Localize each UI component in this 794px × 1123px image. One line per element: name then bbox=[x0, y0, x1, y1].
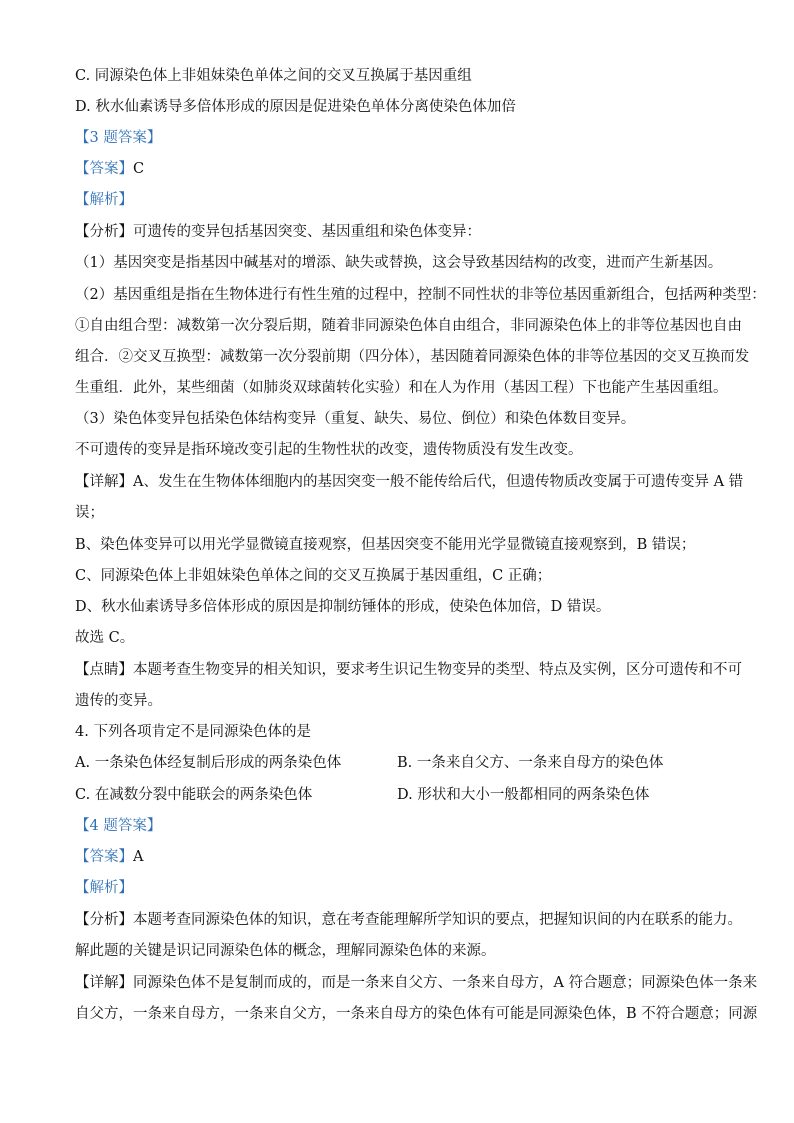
q3-detail-6: 故选 C。 bbox=[75, 630, 135, 646]
answer-value: C bbox=[133, 161, 145, 177]
q3-detail-3: B、染色体变异可以用光学显微镜直接观察，但基因突变不能用光学显微镜直接观察到，B 错误； bbox=[75, 537, 696, 553]
q3-para-4: 组合．②交叉互换型：减数第一次分裂前期（四分体），基因随着同源染色体的非等位基因的交叉互换而发 bbox=[75, 349, 750, 365]
answer-label: 【答案】 bbox=[75, 849, 133, 865]
q4-answer-line bbox=[75, 847, 735, 867]
q4-option-d: D. 形状和大小一般都相同的两条染色体 bbox=[397, 787, 650, 803]
q3-para-2: （2）基因重组是指在生物体进行有性生殖的过程中，控制不同性状的非等位基因重新组合，包括两种类型： bbox=[75, 287, 766, 303]
q4-option-a: A. 一条染色体经复制后形成的两条染色体 bbox=[75, 755, 342, 771]
q3-detail-1: 【详解】A、发生在生物体体细胞内的基因突变一般不能传给后代，但遗传物质改变属于可遗传变异 A 错 bbox=[75, 474, 744, 490]
q4-answer-tag: 【4 题答案】 bbox=[75, 818, 162, 834]
q4-detail-2: 自父方，一条来自母方，一条来自父方，一条来自母方的染色体有可能是同源染色体，B 不符合题意；同源 bbox=[75, 1006, 758, 1022]
q4-fenxi-1: 【分析】本题考查同源染色体的知识，意在考查能理解所学知识的要点，把握知识间的内在联系的能力。 bbox=[75, 912, 742, 928]
q3-detail-2: 误； bbox=[75, 505, 104, 521]
answer-label: 【答案】 bbox=[75, 161, 133, 177]
answer-value: A bbox=[133, 849, 144, 865]
q3-answer-line bbox=[75, 159, 735, 179]
q4-analysis-tag: 【解析】 bbox=[75, 880, 133, 896]
q4-stem: 4. 下列各项肯定不是同源染色体的是 bbox=[75, 724, 311, 740]
q3-detail-4: C、同源染色体上非姐妹染色单体之间的交叉互换属于基因重组，C 正确； bbox=[75, 568, 552, 584]
q3-para-1: （1）基因突变是指基因中碱基对的增添、缺失或替换，这会导致基因结构的改变，进而产生新基因。 bbox=[75, 255, 723, 271]
q3-option-c: C. 同源染色体上非姐妹染色单体之间的交叉互换属于基因重组 bbox=[75, 68, 472, 84]
q4-option-c: C. 在减数分裂中能联会的两条染色体 bbox=[75, 787, 313, 803]
q4-detail-1: 【详解】同源染色体不是复制而成的，而是一条来自父方、一条来自母方，A 符合题意；同源染色体一条来 bbox=[75, 975, 758, 991]
q3-answer-tag: 【3 题答案】 bbox=[75, 130, 162, 146]
q3-para-6: （3）染色体变异包括染色体结构变异（重复、缺失、易位、倒位）和染色体数目变异。 bbox=[75, 411, 636, 427]
q3-detail-5: D、秋水仙素诱导多倍体形成的原因是抑制纺锤体的形成，使染色体加倍，D 错误。 bbox=[75, 599, 611, 615]
q3-fenxi: 【分析】可遗传的变异包括基因突变、基因重组和染色体变异： bbox=[75, 224, 481, 240]
q3-para-5: 生重组．此外，某些细菌（如肺炎双球菌转化实验）和在人为作用（基因工程）下也能产生基因重组。 bbox=[75, 380, 728, 396]
q3-option-d: D. 秋水仙素诱导多倍体形成的原因是促进染色单体分离使染色体加倍 bbox=[75, 99, 516, 115]
q3-dianjing-1: 【点睛】本题考查生物变异的相关知识，要求考生识记生物变异的类型、特点及实例，区分可遗传和不可 bbox=[75, 662, 742, 678]
q3-dianjing-2: 遗传的变异。 bbox=[75, 693, 162, 709]
q3-analysis-tag: 【解析】 bbox=[75, 192, 133, 208]
q4-option-b: B. 一条来自父方、一条来自母方的染色体 bbox=[397, 755, 664, 771]
q3-para-3: ①自由组合型：减数第一次分裂后期，随着非同源染色体自由组合，非同源染色体上的非等位基因也自由 bbox=[75, 318, 742, 334]
q4-fenxi-2: 解此题的关键是识记同源染色体的概念，理解同源染色体的来源。 bbox=[75, 943, 496, 959]
q3-para-7: 不可遗传的变异是指环境改变引起的生物性状的改变，遗传物质没有发生改变。 bbox=[75, 442, 583, 458]
